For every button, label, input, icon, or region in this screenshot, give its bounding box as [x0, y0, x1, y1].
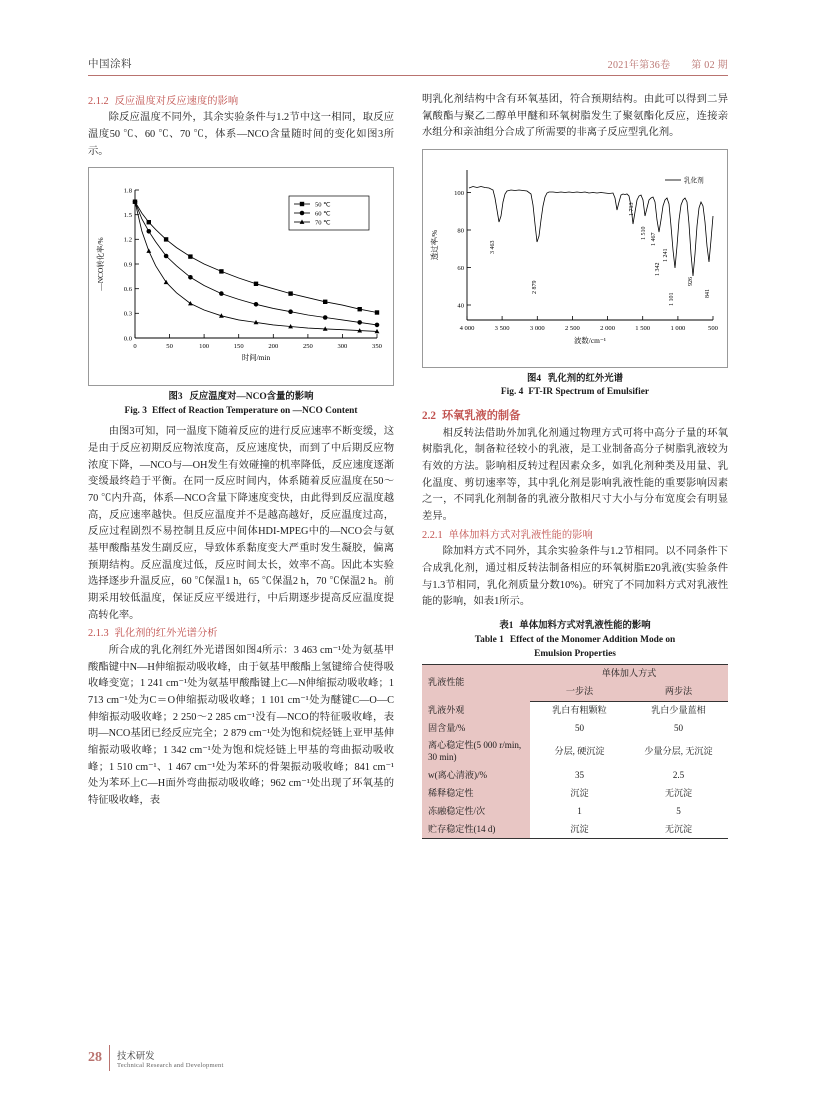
table-cell-label: w(离心清液)/% — [422, 767, 530, 785]
table-cell-value: 沉淀 — [570, 787, 589, 798]
table-cell-value: 无沉淀 — [629, 821, 728, 839]
section-heading-2-2-1 — [422, 528, 728, 543]
figure-4-chart — [423, 150, 729, 360]
svg-text:0.6: 0.6 — [123, 286, 132, 294]
table-header-col-1: 一步法 — [530, 683, 629, 701]
section-number: 2.2 — [422, 409, 436, 422]
svg-text:60: 60 — [457, 264, 464, 272]
table-cell-value: 50 — [574, 722, 585, 733]
section-number: 2.1.3 — [88, 628, 109, 640]
section-number: 2.1.2 — [88, 96, 109, 107]
figure-4-frame — [422, 149, 728, 368]
table-header-row-label: 乳液性能 — [422, 665, 530, 702]
table-cell-label: 固含量/% — [422, 720, 530, 738]
paragraph-212-discussion: 由图3可知，同一温度下随着反应的进行反应速率不断变缓，这是由于反应初期反应物浓度高，反应速度快，而到了中后期反应物浓度下降，—NCO与—OH发生有效碰撞的机率降低，反应速度逐渐变缓最终趋于平衡。在同一反应时间内，体系随着反应温度在50～70 ℃内升高，体系—NCO含量下降速度变快，由此得到反应温度越高，反应速率越快。但反应温度并不是越高越好，反应温度过高，反应过程剧烈不易控制且反应中间体HDI-MPEG中的—NCO会与氨基甲酸酯基发生副反应，导致体系黏度变大严重时发生凝胶，偏离预期结构。反应温度过低，反应时间太长，效率不高。因此本实验选择逐步升温反应，60 ℃保温1 h，65 ℃保温2 h，70 ℃保温2 h。前期采用较低温度，保证反应平缓进行，中后期逐步提高反应温度提高转化率。 — [88, 426, 394, 621]
table-row — [422, 767, 728, 785]
svg-text:40: 40 — [457, 302, 464, 310]
paragraph-22-body: 相反转法借助外加乳化剂通过物理方式可将中高分子量的环氧树脂乳化，制备粒径较小的乳液，是工业制备高分子树脂乳液较为有效的方法。影响相反转过程因素众多，如乳化剂种类及用量、乳化温度、剪切速率等，其中乳化剂是影响乳液性能的重要影响因素之一，不同乳化剂制备的乳液分散相尺寸大小与分布宽度会有明显差异。 — [422, 427, 728, 523]
figure-4-title-cn: 乳化剂的红外光谱 — [548, 373, 624, 384]
page-header — [88, 56, 728, 76]
table-1-label-cn: 表1 — [499, 620, 514, 631]
table-cell-value: 分层, 硬沉淀 — [554, 746, 605, 757]
table-cell-value: 50 — [673, 722, 684, 733]
table-cell-value: 乳白少量蓝相 — [651, 704, 706, 715]
svg-text:2 000: 2 000 — [600, 325, 616, 333]
section-heading-2-1-3 — [88, 626, 394, 641]
figure-3-chart — [89, 168, 395, 378]
table-cell-label: 冻融稳定性/次 — [422, 803, 530, 821]
svg-text:2 879: 2 879 — [532, 280, 538, 295]
table-row — [422, 785, 728, 803]
table-1-title-en-1: Effect of the Monomer Addition Mode on — [509, 635, 676, 645]
table-row — [422, 803, 728, 821]
footer-section-name — [117, 1048, 223, 1069]
table-cell-value: 沉淀 — [530, 821, 629, 839]
table-1-title-en-2: Emulsion Properties — [534, 649, 616, 660]
table-row — [422, 737, 728, 767]
svg-text:50: 50 — [166, 343, 173, 351]
section-heading-2-1-2 — [88, 94, 394, 109]
svg-text:—NCO转化率/%: —NCO转化率/% — [96, 237, 105, 292]
svg-text:0.0: 0.0 — [123, 335, 132, 343]
footer-label-cn: 技术研发 — [117, 1051, 155, 1062]
figure-3-label-cn: 图3 — [168, 392, 183, 403]
figure-3 — [88, 167, 394, 418]
svg-text:300: 300 — [337, 343, 348, 351]
table-cell-label: 稀释稳定性 — [422, 785, 530, 803]
table-cell-value: 少量分层, 无沉淀 — [644, 746, 713, 757]
table-cell-value: 无沉淀 — [664, 787, 693, 798]
svg-text:500: 500 — [708, 325, 718, 333]
table-1-label-en: Table 1 — [474, 635, 504, 645]
svg-text:1 500: 1 500 — [635, 325, 651, 333]
svg-text:0: 0 — [133, 343, 137, 351]
figure-3-title-cn: 反应温度对—NCO含量的影响 — [189, 392, 314, 403]
svg-text:1.8: 1.8 — [123, 187, 132, 195]
svg-text:4 000: 4 000 — [459, 325, 475, 333]
svg-text:250: 250 — [302, 343, 313, 351]
table-row-header-main — [422, 665, 728, 683]
footer-label-en: Technical Research and Development — [117, 1061, 224, 1069]
svg-text:透过率/%: 透过率/% — [430, 229, 439, 261]
svg-text:1 342: 1 342 — [655, 262, 661, 277]
issue-info — [590, 56, 728, 71]
section-heading-2-2 — [422, 408, 728, 425]
section-title: 反应温度对反应速度的影响 — [114, 96, 239, 107]
paragraph-221-body: 除加料方式不同外，其余实验条件与1.2节相同。以不同条件下合成乳化剂，通过相反转法制备相应的环氧树脂E20乳液(实验条件与1.3节相同，乳化剂质量分数10%)。研究了不同加料方式对乳液性能的影响，如表1所示。 — [422, 546, 728, 608]
svg-text:350: 350 — [372, 343, 382, 351]
svg-text:70 ℃: 70 ℃ — [315, 219, 331, 227]
table-row — [422, 821, 728, 839]
table-row — [422, 701, 728, 719]
table-cell-value: 乳白有粗颗粒 — [552, 704, 607, 715]
figure-3-title-en: Effect of Reaction Temperature on —NCO Content — [151, 405, 358, 416]
paragraph-213-ir: 所合成的乳化剂红外光谱图如图4所示：3 463 cm⁻¹处为氨基甲酸酯键中N—H伸缩振动吸收峰，由于氨基甲酸酯上氢键缔合使得吸收峰变宽；1 241 cm⁻¹处为氨基甲酸酯键上C—N伸缩振动吸收峰；1 713 cm⁻¹处为C＝O伸缩振动吸收峰；1 101 cm⁻¹处为醚键C—O—C伸缩振动吸收峰；2 250～2 285 cm⁻¹没有—NCO的特征吸收峰，表明—NCO基团已经反应完全；2 879 cm⁻¹处为饱和烷烃链上亚甲基伸缩振动吸收峰；1 342 cm⁻¹处为饱和烷烃链上甲基的弯曲振动吸收峰；1 510 cm⁻¹、1 467 cm⁻¹处为苯环的骨架振动吸收峰；841 cm⁻¹处为苯环上C—H面外弯曲振动吸收峰；962 cm⁻¹处出现了环氧基的特征吸收峰，表 — [88, 644, 394, 806]
svg-text:100: 100 — [454, 189, 464, 197]
svg-text:100: 100 — [199, 343, 210, 351]
footer-divider — [109, 1045, 110, 1071]
svg-text:1.5: 1.5 — [123, 212, 132, 220]
section-title: 单体加料方式对乳液性能的影响 — [448, 529, 593, 541]
table-header-col-2: 两步法 — [629, 683, 728, 701]
svg-text:乳化剂: 乳化剂 — [684, 177, 704, 185]
svg-text:50 ℃: 50 ℃ — [315, 201, 331, 209]
page-footer — [88, 1045, 223, 1071]
issue-number: 第 02 期 — [691, 60, 728, 71]
svg-text:0.3: 0.3 — [123, 311, 132, 319]
svg-text:1 241: 1 241 — [663, 248, 669, 263]
page-number: 28 — [88, 1050, 102, 1065]
section-number: 2.2.1 — [422, 529, 443, 541]
table-1-caption — [422, 619, 728, 661]
table-cell-value: 1 — [577, 805, 582, 816]
svg-text:3 000: 3 000 — [529, 325, 545, 333]
table-1 — [422, 664, 728, 839]
figure-4-label-cn: 图4 — [526, 373, 542, 384]
figure-4-label-en: Fig. 4 — [500, 387, 524, 398]
figure-3-legend — [289, 196, 369, 230]
svg-text:200: 200 — [268, 343, 279, 351]
journal-name: 中国涂料 — [88, 59, 132, 70]
section-title: 乳化剂的红外光谱分析 — [114, 628, 218, 640]
figure-3-frame — [88, 167, 394, 386]
svg-text:0.9: 0.9 — [123, 261, 132, 269]
table-cell-label: 离心稳定性(5 000 r/min, 30 min) — [422, 737, 530, 767]
table-cell-value: 2.5 — [672, 770, 685, 781]
svg-text:时间/min: 时间/min — [241, 353, 271, 363]
figure-3-caption — [88, 391, 394, 418]
section-title: 环氧乳液的制备 — [441, 409, 521, 422]
svg-text:波数/cm⁻¹: 波数/cm⁻¹ — [574, 336, 606, 346]
paragraph-212-intro: 除反应温度不同外，其余实验条件与1.2节中这一相同，取反应温度50 ℃、60 ℃、70 ℃，体系—NCO含量随时间的变化如图3所示。 — [88, 112, 394, 157]
svg-text:3 463: 3 463 — [490, 240, 496, 255]
svg-text:926: 926 — [688, 277, 694, 287]
svg-text:2 500: 2 500 — [564, 325, 580, 333]
svg-text:1 510: 1 510 — [641, 226, 647, 241]
svg-text:80: 80 — [457, 227, 464, 235]
svg-text:1 713: 1 713 — [629, 202, 635, 217]
table-cell-value: 5 — [676, 805, 681, 816]
paragraph-213-continued: 明乳化剂结构中含有环氧基团，符合预期结构。由此可以得到二异氰酸酯与聚乙二醇单甲醚和环氧树脂发生了聚氨酯化反应，连接亲水组分和亲油组分合成了所需要的非离子反应型乳化剂。 — [422, 94, 728, 139]
table-header-col-main: 单体加人方式 — [530, 665, 728, 683]
svg-text:1 101: 1 101 — [669, 292, 675, 307]
figure-3-label-en: Fig. 3 — [124, 405, 147, 416]
table-cell-value: 35 — [574, 770, 585, 781]
svg-text:150: 150 — [233, 343, 244, 351]
figure-4-caption — [422, 373, 728, 400]
svg-text:1.2: 1.2 — [123, 237, 132, 245]
svg-text:1 000: 1 000 — [670, 325, 686, 333]
figure-4-legend — [665, 176, 704, 185]
svg-text:60 ℃: 60 ℃ — [315, 210, 331, 218]
table-cell-label: 贮存稳定性(14 d) — [422, 821, 530, 839]
svg-text:841: 841 — [705, 289, 711, 299]
figure-4-title-en: FT-IR Spectrum of Emulsifier — [528, 387, 650, 398]
svg-text:3 500: 3 500 — [494, 325, 510, 333]
right-column — [422, 92, 728, 839]
svg-text:1 467: 1 467 — [651, 232, 657, 247]
left-column — [88, 92, 394, 810]
issue-year: 2021年第36卷 — [607, 60, 671, 71]
table-1-title-cn: 单体加料方式对乳液性能的影响 — [519, 620, 651, 631]
table-row — [422, 720, 728, 738]
table-cell-label: 乳液外观 — [422, 701, 530, 719]
figure-4 — [422, 149, 728, 400]
